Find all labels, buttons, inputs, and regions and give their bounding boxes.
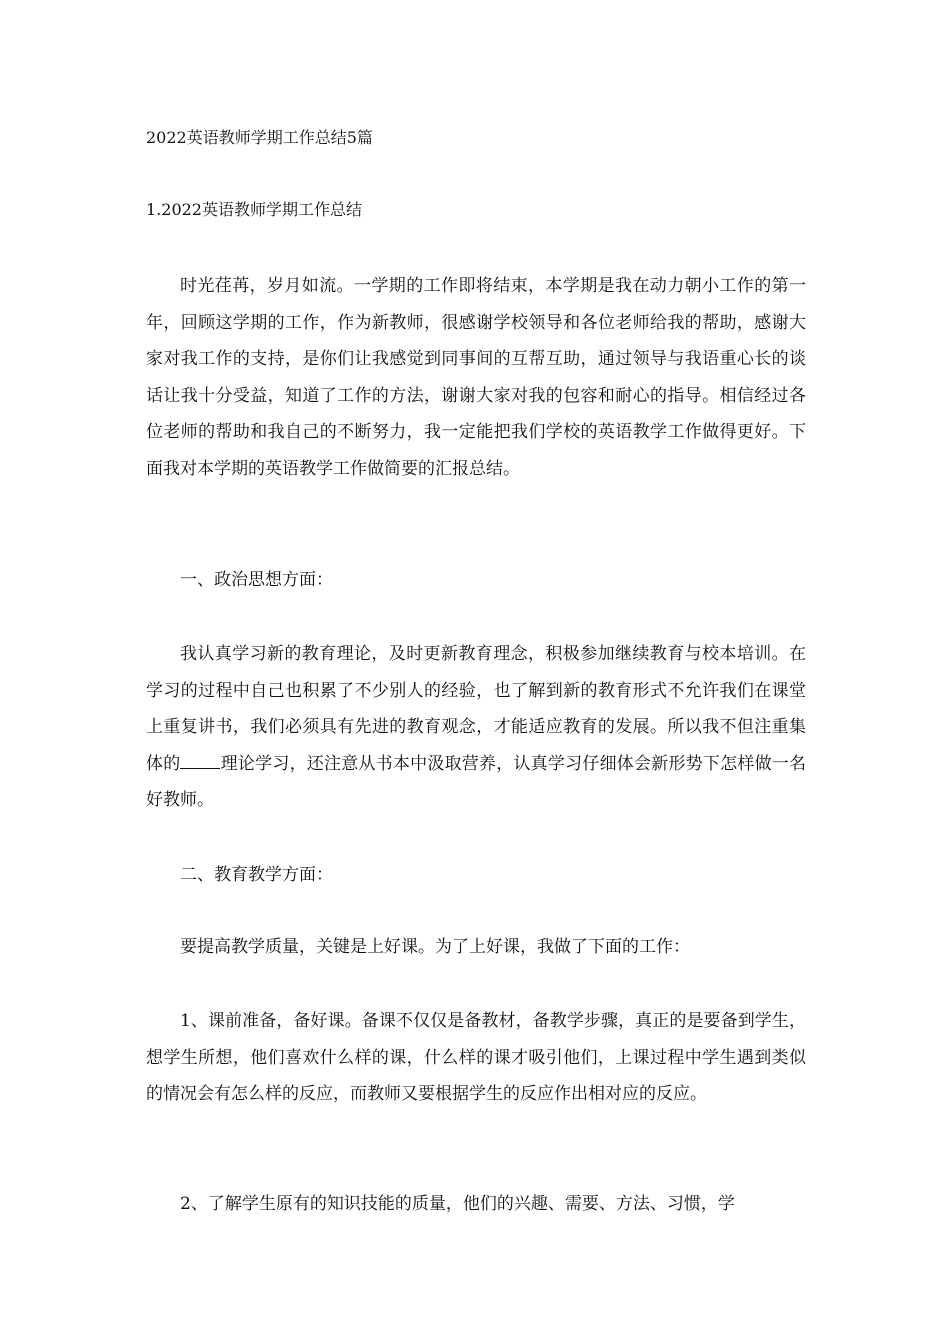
teaching-lead-paragraph: 要提高教学质量，关键是上好课。为了上好课，我做了下面的工作：	[180, 937, 690, 957]
document-title: 2022英语教师学期工作总结5篇	[146, 128, 373, 147]
teaching-item-2: 2、了解学生原有的知识技能的质量，他们的兴趣、需要、方法、习惯，学	[180, 1194, 735, 1214]
political-thought-text-b: 理论学习，还注意从书本中汲取营养，认真学习仔细体会新形势下怎样做一名好教师。	[146, 753, 807, 810]
teaching-item-1: 1、课前准备，备好课。备课不仅仅是备教材，备教学步骤，真正的是要备到学生，想学生所想，他们喜欢什么样的课，什么样的课才吸引他们，上课过程中学生遇到类似的情况会有怎么样的反应，而教师又要根据学生的反应作出相对应的反应。	[146, 1011, 806, 1104]
political-thought-paragraph	[146, 636, 806, 819]
intro-paragraph: 时光荏苒，岁月如流。一学期的工作即将结束，本学期是我在动力朝小工作的第一年，回顾这学期的工作，作为新教师，很感谢学校领导和各位老师给我的帮助，感谢大家对我工作的支持，是你们让我感觉到同事间的互帮互助，通过领导与我语重心长的谈话让我十分受益，知道了工作的方法，谢谢大家对我的包容和耐心的指导。相信经过各位老师的帮助和我自己的不断努力，我一定能把我们学校的英语教学工作做得更好。下面我对本学期的英语教学工作做简要的汇报总结。	[146, 276, 806, 479]
heading-teaching: 二、教育教学方面：	[180, 865, 333, 885]
heading-political-thought: 一、政治思想方面：	[180, 570, 333, 590]
political-thought-text-a: 我认真学习新的教育理论，及时更新教育理念，积极参加继续教育与校本培训。在学习的过程中自己也积累了不少别人的经验，也了解到新的教育形式不允许我们在课堂上重复讲书，我们必须具有先进的教育观念，才能适应教育的发展。所以我不但注重集体的	[146, 644, 806, 774]
section-title: 1.2022英语教师学期工作总结	[146, 200, 362, 219]
blank-underline	[180, 754, 220, 769]
